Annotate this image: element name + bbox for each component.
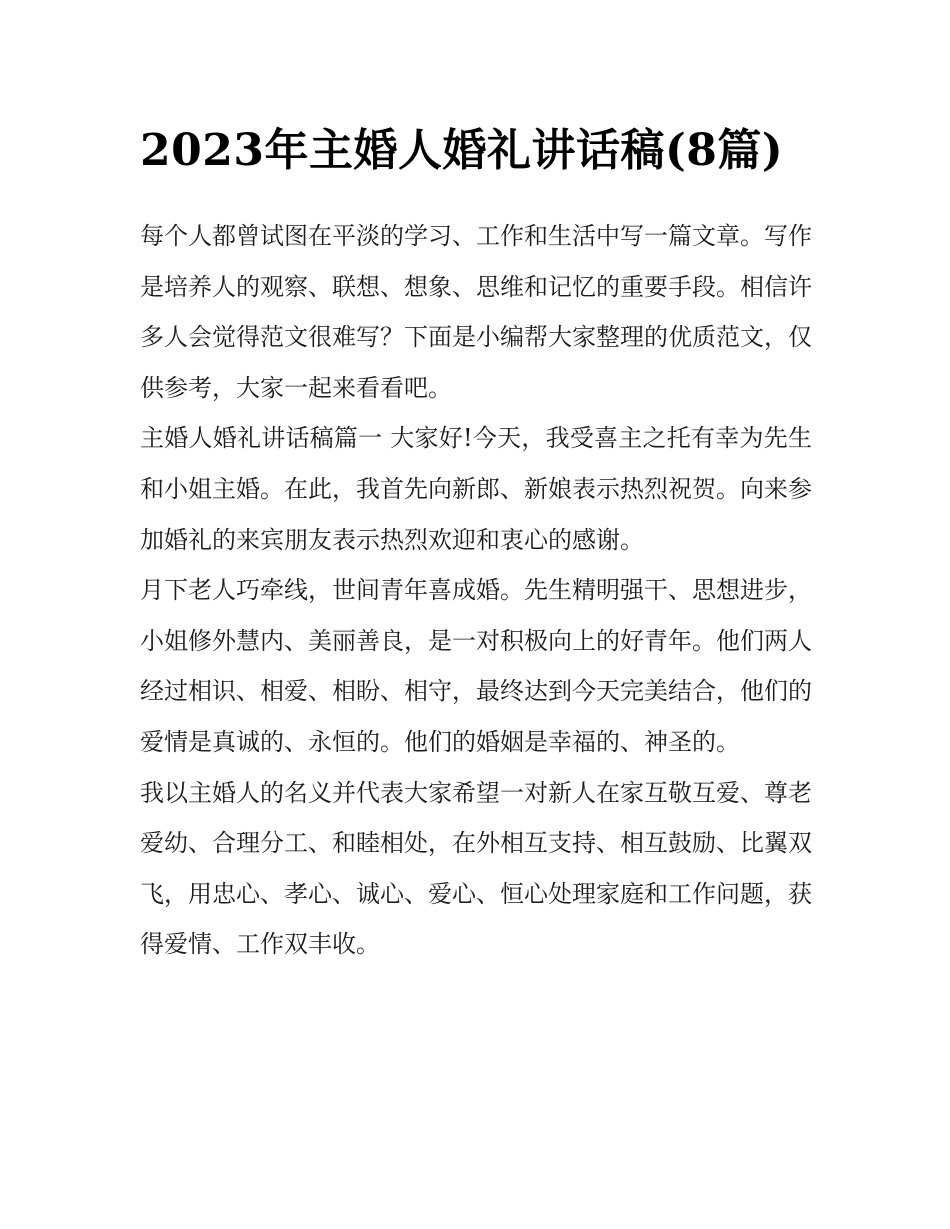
paragraph-greeting: 主婚人婚礼讲话稿篇一 大家好!今天，我受喜主之托有幸为先生和小姐主婚。在此，我首先向新郎、新娘表示热烈祝贺。向来参加婚礼的来宾朋友表示热烈欢迎和衷心的感谢。 (140, 424, 812, 554)
paragraph-wishes: 我以主婚人的名义并代表大家希望一对新人在家互敬互爱、尊老爱幼、合理分工、和睦相处，在外相互支持、相互鼓励、比翼双飞，用忠心、孝心、诚心、爱心、恒心处理家庭和工作问题，获得爱情、工作双丰收。 (140, 778, 812, 959)
document-body (140, 115, 812, 970)
paragraph-intro: 每个人都曾试图在平淡的学习、工作和生活中写一篇文章。写作是培养人的观察、联想、想象、思维和记忆的重要手段。相信许多人会觉得范文很难写？下面是小编帮大家整理的优质范文，仅供参考，大家一起来看看吧。 (140, 222, 812, 402)
document-title: 2023年主婚人婚礼讲话稿(8篇) (140, 125, 784, 176)
paragraph-couple: 月下老人巧牵线，世间青年喜成婚。先生精明强干、思想进步，小姐修外慧内、美丽善良，是一对积极向上的好青年。他们两人经过相识、相爱、相盼、相守，最终达到今天完美结合，他们的爱情是真诚的、永恒的。他们的婚姻是幸福的、神圣的。 (140, 576, 812, 756)
